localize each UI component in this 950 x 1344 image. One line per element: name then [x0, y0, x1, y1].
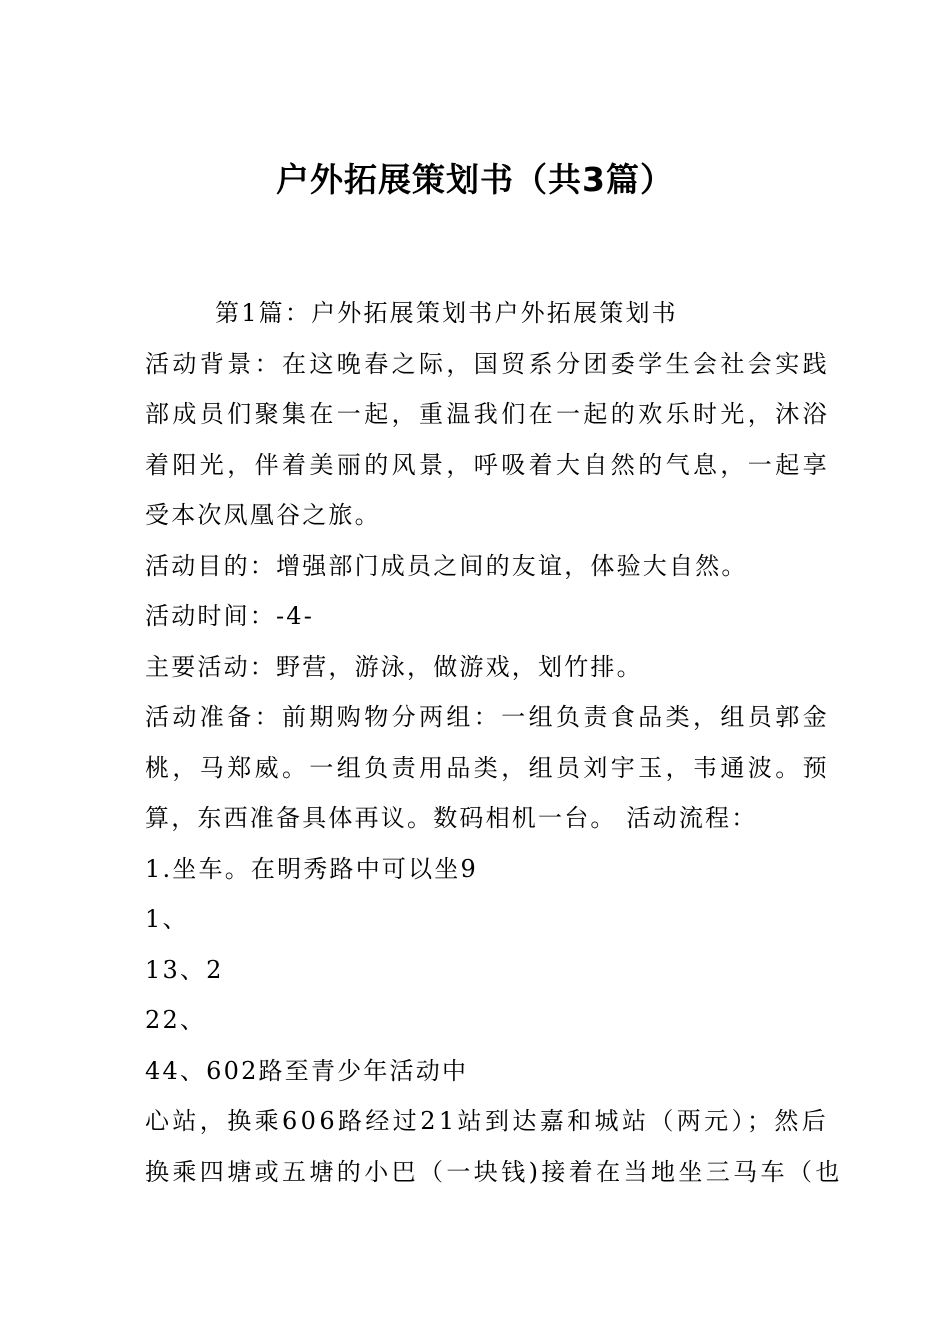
paragraph-line: 算，东西准备具体再议。数码相机一台。 活动流程：: [145, 804, 758, 832]
paragraph-line: 换乘四塘或五塘的小巴（一块钱)接着在当地坐三马车（也: [145, 1157, 843, 1186]
paragraph-line: 受本次凤凰谷之旅。: [145, 501, 381, 529]
paragraph-line: 22、: [145, 1006, 207, 1034]
paragraph-line: 桃，马郑威。一组负责用品类，组员刘宇玉，韦通波。预: [145, 753, 830, 782]
paragraph-line: 部成员们聚集在一起，重温我们在一起的欢乐时光，沐浴: [145, 400, 830, 428]
paragraph-line: 13、2: [145, 955, 224, 984]
document-body: [145, 288, 843, 1197]
paragraph-line: 活动准备：前期购物分两组：一组负责食品类，组员郭金: [145, 703, 830, 731]
paragraph-line: 活动背景：在这晚春之际，国贸系分团委学生会社会实践: [145, 349, 830, 378]
paragraph-line: 活动时间：-4-: [145, 602, 315, 630]
paragraph-line: 主要活动：野营，游泳，做游戏，划竹排。: [145, 652, 643, 681]
document-title: 户外拓展策划书（共3篇）: [276, 160, 674, 199]
paragraph-line: 心站，换乘606路经过21站到达嘉和城站（两元）；然后: [145, 1107, 830, 1135]
paragraph-line: 1、: [145, 905, 189, 933]
section-heading: 第1篇：户外拓展策划书户外拓展策划书: [215, 299, 678, 327]
paragraph-line: 着阳光，伴着美丽的风景，呼吸着大自然的气息，一起享: [145, 450, 830, 479]
paragraph-line: 1.坐车。在明秀路中可以坐9: [145, 854, 478, 883]
paragraph-line: 44、602路至青少年活动中: [145, 1056, 469, 1085]
paragraph-line: 活动目的：增强部门成员之间的友谊，体验大自然。: [145, 551, 748, 580]
